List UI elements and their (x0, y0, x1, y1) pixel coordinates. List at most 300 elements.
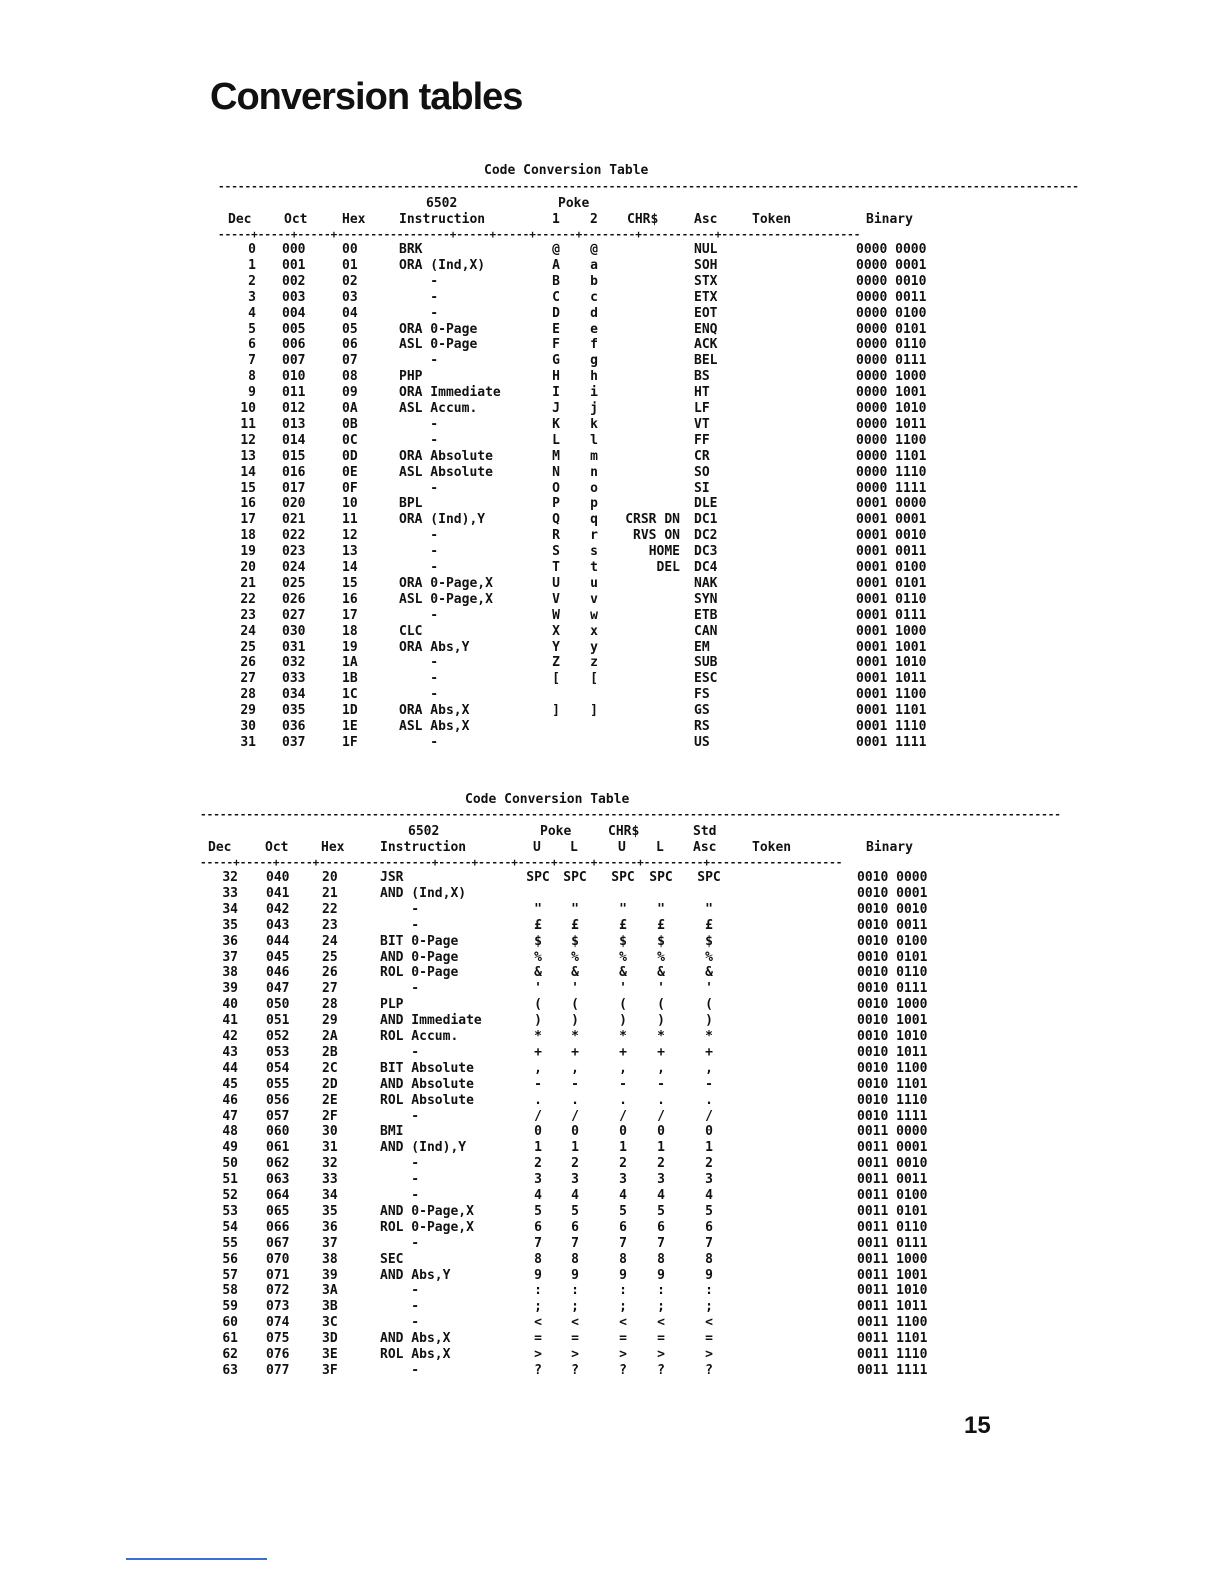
cell-cu: + (619, 1044, 627, 1060)
table-row (218, 528, 978, 544)
cell-p1: ] (552, 703, 560, 719)
cell-cl: > (657, 1347, 665, 1362)
cell-oct: 044 (266, 933, 290, 949)
cell-dec: 55 (222, 1235, 238, 1251)
cell-ins: - (380, 1299, 420, 1315)
cell-dec: 48 (222, 1124, 238, 1140)
cell-hex: 06 (342, 337, 358, 353)
cell-oct: 031 (282, 639, 306, 655)
cell-asc: STX (694, 273, 718, 289)
table-row (218, 576, 978, 592)
cell-p2: i (590, 385, 598, 401)
cell-oct: 061 (266, 1140, 290, 1156)
table-row (218, 703, 978, 719)
cell-bin: 0000 1101 (856, 448, 927, 464)
cell-p1: R (552, 528, 560, 544)
cell-asc: ' (705, 981, 713, 997)
cell-bin: 0011 1010 (857, 1283, 928, 1299)
cell-asc: BS (694, 369, 710, 385)
cell-hex: 07 (342, 353, 358, 369)
cell-hex: 08 (342, 369, 358, 385)
cell-hex: 17 (342, 607, 358, 623)
cell-cl: 3 (657, 1172, 665, 1188)
cell-bin: 0011 0000 (857, 1124, 928, 1140)
header-token: Token (752, 840, 792, 855)
cell-p2: e (590, 321, 598, 337)
cell-hex: 05 (342, 321, 358, 337)
cell-ins: BPL (399, 496, 423, 512)
cell-dec: 62 (222, 1347, 238, 1362)
cell-cl: ( (657, 997, 665, 1013)
cell-asc: ENQ (694, 321, 718, 337)
cell-pl: 6 (571, 1219, 579, 1235)
header-group-poke: Poke (558, 196, 590, 211)
cell-pu: ) (534, 1013, 542, 1029)
cell-dec: 43 (222, 1044, 238, 1060)
cell-dec: 23 (240, 607, 256, 623)
table-row (218, 369, 978, 385)
cell-dec: 14 (240, 464, 256, 480)
table-row (218, 608, 978, 624)
cell-bin: 0010 1010 (857, 1029, 928, 1044)
cell-bin: 0010 0010 (857, 901, 928, 917)
cell-asc: 7 (705, 1235, 713, 1251)
cell-oct: 015 (282, 448, 306, 464)
header-poke-2: 2 (590, 212, 598, 227)
cell-bin: 0000 1001 (856, 385, 927, 401)
cell-cu: $ (619, 933, 627, 949)
cell-asc: LF (694, 401, 710, 416)
cell-hex: 27 (322, 981, 338, 997)
cell-cl: ' (657, 981, 665, 997)
cell-ins: - (380, 1235, 420, 1251)
cell-asc: ) (705, 1013, 713, 1029)
cell-ins: - (399, 353, 439, 369)
cell-oct: 050 (266, 997, 290, 1013)
cell-dec: 2 (248, 273, 256, 289)
cell-dec: 30 (240, 719, 256, 734)
cell-dec: 20 (240, 560, 256, 575)
header-group-6502: 6502 (426, 196, 458, 211)
cell-ins: SEC (380, 1251, 404, 1267)
cell-cu: ' (619, 981, 627, 997)
cell-dec: 63 (222, 1362, 238, 1378)
cell-dec: 53 (222, 1203, 238, 1219)
cell-pl: = (571, 1331, 579, 1347)
cell-hex: 0B (342, 416, 358, 432)
cell-bin: 0011 0010 (857, 1156, 928, 1172)
cell-ins: - (399, 480, 439, 496)
cell-dec: 22 (240, 591, 256, 607)
cell-ins: ORA Abs,Y (399, 639, 470, 655)
cell-bin: 0010 0111 (857, 981, 928, 997)
cell-dec: 34 (222, 901, 238, 917)
cell-ins: - (380, 1283, 420, 1299)
cell-pl: ) (571, 1013, 579, 1029)
cell-dec: 28 (240, 687, 256, 703)
cell-p1: X (552, 623, 560, 639)
cell-cu: SPC (611, 870, 635, 885)
page-number: 15 (964, 1412, 991, 1439)
cell-asc: : (705, 1283, 713, 1299)
cell-pu: 1 (534, 1140, 542, 1156)
cell-asc: FF (694, 432, 710, 448)
cell-p2: @ (590, 242, 598, 257)
footer-rule (126, 1558, 267, 1560)
cell-ins: JSR (380, 870, 404, 885)
cell-dec: 11 (240, 416, 256, 432)
cell-asc: = (705, 1331, 713, 1347)
cell-ins: ASL Absolute (399, 464, 493, 480)
cell-asc: US (694, 734, 710, 750)
cell-cl: < (657, 1315, 665, 1331)
cell-pu: : (534, 1283, 542, 1299)
cell-p1: L (552, 432, 560, 448)
cell-p2: q (590, 512, 598, 528)
cell-oct: 040 (266, 870, 290, 885)
cell-asc: 1 (705, 1140, 713, 1156)
cell-p2: o (590, 480, 598, 496)
cell-chr: CRSR DN (625, 512, 680, 528)
cell-bin: 0000 0101 (856, 321, 927, 337)
cell-cu: " (619, 901, 627, 917)
cell-dec: 7 (248, 353, 256, 369)
cell-asc: ETB (694, 607, 718, 623)
cell-hex: 09 (342, 385, 358, 401)
cell-asc: VT (694, 416, 710, 432)
cell-pl: ( (571, 997, 579, 1013)
cell-hex: 0C (342, 432, 358, 448)
cell-hex: 3C (322, 1315, 338, 1331)
cell-asc: % (705, 949, 713, 965)
cell-pl: & (571, 965, 579, 981)
cell-dec: 35 (222, 917, 238, 933)
cell-dec: 31 (240, 734, 256, 750)
cell-asc: ; (705, 1299, 713, 1315)
cell-p2: b (590, 273, 598, 289)
cell-oct: 055 (266, 1076, 290, 1092)
table-row (200, 1220, 960, 1236)
cell-ins: ASL Accum. (399, 401, 478, 416)
cell-asc: , (705, 1060, 713, 1076)
cell-cl: 8 (657, 1251, 665, 1267)
cell-hex: 23 (322, 917, 338, 933)
cell-bin: 0010 0001 (857, 885, 928, 901)
table-row (218, 306, 978, 322)
cell-ins: ASL 0-Page,X (399, 591, 493, 607)
cell-p1: F (552, 337, 560, 353)
cell-cu: ( (619, 997, 627, 1013)
cell-pu: 3 (534, 1172, 542, 1188)
header-instruction: Instruction (399, 212, 486, 227)
cell-p2: a (590, 257, 598, 273)
cell-hex: 15 (342, 575, 358, 591)
cell-cl: ? (657, 1362, 665, 1378)
cell-oct: 022 (282, 528, 306, 544)
page-title: Conversion tables (210, 76, 523, 118)
cell-cu: < (619, 1315, 627, 1331)
cell-hex: 03 (342, 289, 358, 305)
cell-bin: 0011 0101 (857, 1203, 928, 1219)
header-chr-u: U (618, 840, 626, 855)
cell-dec: 13 (240, 448, 256, 464)
cell-asc: ESC (694, 671, 718, 687)
cell-bin: 0000 1010 (856, 401, 927, 416)
header-dec: Dec (208, 840, 232, 855)
cell-hex: 28 (322, 997, 338, 1013)
cell-p2: x (590, 623, 598, 639)
cell-dec: 26 (240, 655, 256, 671)
cell-hex: 3F (322, 1362, 338, 1378)
cell-cu: > (619, 1347, 627, 1362)
header-poke-l: L (570, 840, 578, 855)
cell-cu: £ (619, 917, 627, 933)
cell-cl: 0 (657, 1124, 665, 1140)
cell-p2: c (590, 289, 598, 305)
cell-oct: 077 (266, 1362, 290, 1378)
table-row (200, 1283, 960, 1299)
cell-bin: 0001 0011 (856, 544, 927, 560)
cell-cu: , (619, 1060, 627, 1076)
cell-bin: 0000 1100 (856, 432, 927, 448)
cell-asc: GS (694, 703, 710, 719)
cell-dec: 61 (222, 1331, 238, 1347)
cell-hex: 0E (342, 464, 358, 480)
cell-hex: 04 (342, 305, 358, 321)
cell-cu: / (619, 1108, 627, 1124)
table-row (218, 481, 978, 497)
cell-ins: - (380, 1156, 420, 1172)
cell-hex: 21 (322, 885, 338, 901)
cell-p1: U (552, 575, 560, 591)
cell-bin: 0011 0001 (857, 1140, 928, 1156)
cell-pu: - (534, 1076, 542, 1092)
table-row (200, 870, 960, 886)
cell-hex: 22 (322, 901, 338, 917)
cell-ins: ROL Abs,X (380, 1347, 451, 1362)
cell-cl: & (657, 965, 665, 981)
cell-oct: 004 (282, 305, 306, 321)
cell-cu: 2 (619, 1156, 627, 1172)
cell-p2: s (590, 544, 598, 560)
cell-oct: 065 (266, 1203, 290, 1219)
cell-hex: 1A (342, 655, 358, 671)
cell-bin: 0000 1000 (856, 369, 927, 385)
cell-p1: D (552, 305, 560, 321)
cell-asc: ETX (694, 289, 718, 305)
cell-cl: : (657, 1283, 665, 1299)
cell-bin: 0011 1000 (857, 1251, 928, 1267)
cell-ins: AND (Ind),Y (380, 1140, 467, 1156)
cell-ins: - (380, 1172, 420, 1188)
table-row (218, 592, 978, 608)
table-row (200, 1236, 960, 1252)
header-group-poke: Poke (540, 824, 572, 839)
table-row (200, 1093, 960, 1109)
header-separator: -----+-----+-----+-----------------+-----+-----+-----+-----+------+---------+-------------------- (200, 856, 843, 869)
cell-oct: 066 (266, 1219, 290, 1235)
cell-oct: 052 (266, 1029, 290, 1044)
cell-p1: E (552, 321, 560, 337)
cell-asc: 5 (705, 1203, 713, 1219)
header-binary: Binary (866, 840, 913, 855)
cell-bin: 0000 0100 (856, 305, 927, 321)
cell-hex: 1D (342, 703, 358, 719)
cell-hex: 1F (342, 734, 358, 750)
table-row (218, 417, 978, 433)
cell-oct: 033 (282, 671, 306, 687)
cell-oct: 051 (266, 1013, 290, 1029)
cell-dec: 46 (222, 1092, 238, 1108)
table-row (200, 1252, 960, 1268)
cell-p2: r (590, 528, 598, 544)
cell-asc: SYN (694, 591, 718, 607)
cell-pu: + (534, 1044, 542, 1060)
cell-bin: 0010 0101 (857, 949, 928, 965)
cell-bin: 0000 0010 (856, 273, 927, 289)
cell-pu: 5 (534, 1203, 542, 1219)
cell-bin: 0001 0010 (856, 528, 927, 544)
cell-cl: 4 (657, 1188, 665, 1203)
cell-chr: HOME (648, 544, 680, 560)
cell-chr: RVS ON (633, 528, 680, 544)
cell-oct: 034 (282, 687, 306, 703)
cell-pl: SPC (563, 870, 587, 885)
cell-p1: M (552, 448, 560, 464)
cell-p2: k (590, 416, 598, 432)
cell-bin: 0010 0000 (857, 870, 928, 885)
cell-dec: 17 (240, 512, 256, 528)
cell-oct: 070 (266, 1251, 290, 1267)
cell-ins: - (399, 607, 439, 623)
table-row (200, 950, 960, 966)
cell-ins: ORA (Ind),Y (399, 512, 486, 528)
cell-asc: < (705, 1315, 713, 1331)
table-row (200, 1109, 960, 1125)
cell-bin: 0011 1011 (857, 1299, 928, 1315)
cell-p1: N (552, 464, 560, 480)
cell-dec: 27 (240, 671, 256, 687)
table-row (200, 1315, 960, 1331)
cell-hex: 37 (322, 1235, 338, 1251)
header-group-std: Std (693, 824, 717, 839)
cell-bin: 0001 1000 (856, 623, 927, 639)
cell-cu: ; (619, 1299, 627, 1315)
cell-ins: - (399, 289, 439, 305)
cell-pl: £ (571, 917, 579, 933)
cell-cl: 1 (657, 1140, 665, 1156)
cell-dec: 37 (222, 949, 238, 965)
cell-cl: $ (657, 933, 665, 949)
cell-ins: ROL 0-Page (380, 965, 459, 981)
cell-pl: ; (571, 1299, 579, 1315)
cell-oct: 047 (266, 981, 290, 997)
table-row (218, 512, 978, 528)
table-row (200, 1045, 960, 1061)
cell-dec: 10 (240, 401, 256, 416)
cell-pl: , (571, 1060, 579, 1076)
cell-bin: 0001 1101 (856, 703, 927, 719)
table-row (200, 1140, 960, 1156)
cell-bin: 0011 1111 (857, 1362, 928, 1378)
cell-oct: 023 (282, 544, 306, 560)
cell-bin: 0000 1011 (856, 416, 927, 432)
cell-p2: z (590, 655, 598, 671)
cell-hex: 16 (342, 591, 358, 607)
cell-asc: DLE (694, 496, 718, 512)
cell-p2: w (590, 607, 598, 623)
cell-asc: 9 (705, 1267, 713, 1283)
table-caption: Code Conversion Table (484, 163, 649, 178)
cell-asc: SI (694, 480, 710, 496)
cell-cu: - (619, 1076, 627, 1092)
cell-p2: v (590, 591, 598, 607)
cell-ins: - (399, 416, 439, 432)
cell-asc: > (705, 1347, 713, 1362)
cell-p1: [ (552, 671, 560, 687)
cell-cu: 3 (619, 1172, 627, 1188)
cell-ins: - (380, 1315, 420, 1331)
cell-pl: 3 (571, 1172, 579, 1188)
cell-ins: PLP (380, 997, 404, 1013)
cell-oct: 041 (266, 885, 290, 901)
table-rule: ---------------------------------------------------------------------------------------------------------------------------------- (200, 808, 1061, 821)
cell-dec: 21 (240, 575, 256, 591)
cell-asc: DC1 (694, 512, 718, 528)
cell-cu: 5 (619, 1203, 627, 1219)
cell-hex: 25 (322, 949, 338, 965)
cell-cl: - (657, 1076, 665, 1092)
cell-hex: 1B (342, 671, 358, 687)
cell-asc: & (705, 965, 713, 981)
cell-ins: ROL 0-Page,X (380, 1219, 474, 1235)
cell-oct: 013 (282, 416, 306, 432)
table-row (218, 258, 978, 274)
cell-dec: 32 (222, 870, 238, 885)
cell-cu: 7 (619, 1235, 627, 1251)
cell-oct: 032 (282, 655, 306, 671)
cell-hex: 0F (342, 480, 358, 496)
cell-asc: ( (705, 997, 713, 1013)
cell-cl: ) (657, 1013, 665, 1029)
cell-asc: BEL (694, 353, 718, 369)
cell-bin: 0001 1100 (856, 687, 927, 703)
cell-pl: 1 (571, 1140, 579, 1156)
cell-pl: : (571, 1283, 579, 1299)
cell-p1: H (552, 369, 560, 385)
cell-ins: - (380, 901, 420, 917)
cell-oct: 076 (266, 1347, 290, 1362)
cell-dec: 15 (240, 480, 256, 496)
cell-p1: J (552, 401, 560, 416)
cell-oct: 073 (266, 1299, 290, 1315)
cell-pl: % (571, 949, 579, 965)
cell-pl: + (571, 1044, 579, 1060)
table-row (218, 735, 978, 751)
cell-pu: ? (534, 1362, 542, 1378)
cell-ins: - (399, 273, 439, 289)
cell-dec: 52 (222, 1188, 238, 1203)
cell-hex: 24 (322, 933, 338, 949)
cell-dec: 58 (222, 1283, 238, 1299)
cell-pu: 0 (534, 1124, 542, 1140)
cell-hex: 1E (342, 719, 358, 734)
cell-hex: 2E (322, 1092, 338, 1108)
cell-oct: 063 (266, 1172, 290, 1188)
header-group-chr: CHR$ (608, 824, 640, 839)
cell-hex: 36 (322, 1219, 338, 1235)
cell-ins: - (399, 305, 439, 321)
